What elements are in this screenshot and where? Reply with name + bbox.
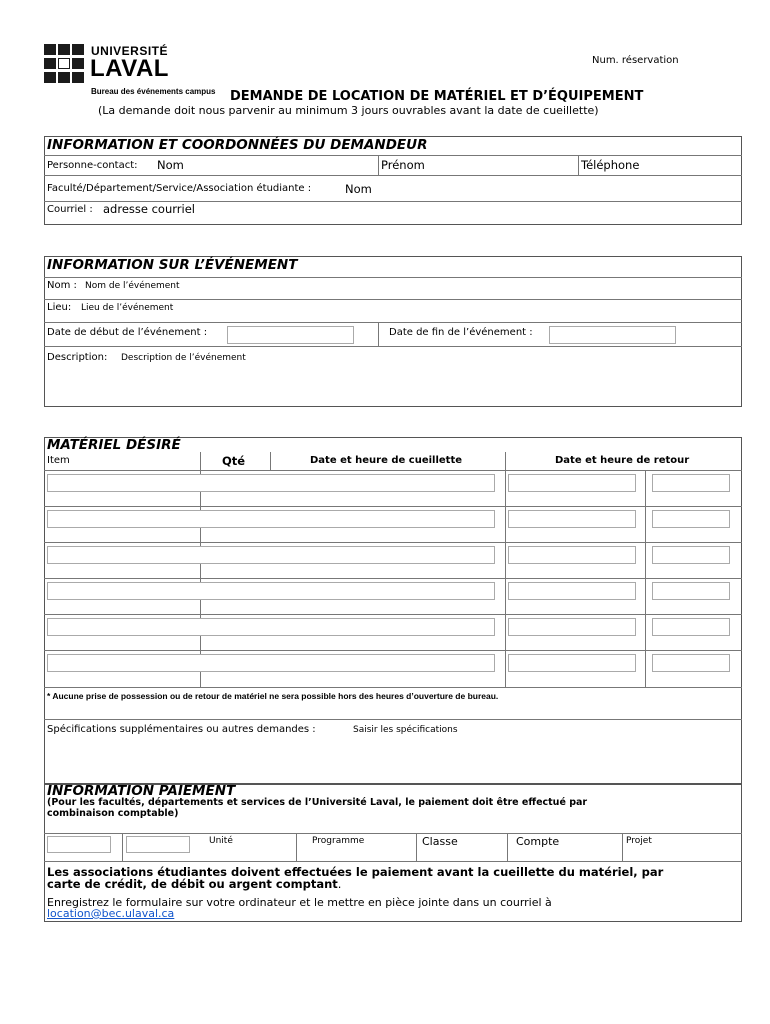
nom-field[interactable]: Nom (157, 158, 184, 172)
end-date-label: Date de fin de l’événement : (389, 327, 533, 338)
return-date-input[interactable] (508, 474, 636, 492)
col-item-header: Item (47, 455, 70, 466)
return-time-input[interactable] (652, 474, 730, 492)
logo-line1: UNIVERSITÉ (91, 44, 169, 58)
return-date-input[interactable] (508, 546, 636, 564)
return-time-input[interactable] (652, 582, 730, 600)
contact-label: Personne-contact: (47, 160, 138, 171)
col-pickup-header: Date et heure de cueillette (310, 455, 463, 466)
num-reservation-label: Num. réservation (592, 55, 679, 66)
telephone-field[interactable]: Téléphone (581, 158, 640, 172)
return-date-input[interactable] (508, 618, 636, 636)
col-classe-label: Classe (422, 835, 458, 848)
col-unite-label: Unité (209, 836, 233, 846)
page-subtitle: (La demande doit nous parvenir au minimum 3 jours ouvrables avant la date de cueillette) (98, 104, 599, 117)
event-section-title: INFORMATION SUR L’ÉVÉNEMENT (47, 257, 298, 273)
col-compte-label: Compte (516, 835, 560, 848)
material-section-title: MATÉRIEL DÉSIRÉ (47, 437, 181, 453)
start-date-label: Date de début de l’événement : (47, 327, 208, 338)
logo-line2: LAVAL (90, 55, 169, 82)
end-date-input[interactable] (549, 326, 676, 344)
return-time-input[interactable] (652, 510, 730, 528)
item-input[interactable] (47, 546, 495, 564)
assoc-line1: Les associations étudiantes doivent effectuées le paiement avant la cueillette du matériel, par (47, 865, 664, 879)
event-name-field[interactable]: Nom de l’événement (85, 281, 180, 291)
col-return-header: Date et heure de retour (555, 455, 690, 466)
material-note: * Aucune prise de possession ou de retour de matériel ne sera possible hors des heures d’ouverture de bureau. (47, 691, 499, 701)
event-place-label: Lieu: (47, 302, 72, 313)
logo-crest-icon (44, 44, 86, 84)
return-date-input[interactable] (508, 510, 636, 528)
unite-input[interactable] (47, 836, 111, 853)
event-name-label: Nom : (47, 280, 77, 291)
event-place-field[interactable]: Lieu de l’événement (81, 303, 174, 313)
item-input[interactable] (47, 618, 495, 636)
faculty-field[interactable]: Nom (345, 182, 372, 196)
page-title: DEMANDE DE LOCATION DE MATÉRIEL ET D’ÉQUIPEMENT (230, 89, 644, 104)
col-projet-label: Projet (626, 836, 652, 846)
save-instructions: Enregistrez le formulaire sur votre ordinateur et le mettre en pièce jointe dans un courriel à (47, 896, 552, 909)
assoc-line2: carte de crédit, de débit ou argent comptant (47, 877, 338, 891)
item-input[interactable] (47, 582, 495, 600)
payment-section-title: INFORMATION PAIEMENT (47, 783, 236, 799)
specs-field[interactable]: Saisir les spécifications (353, 725, 458, 735)
description-field[interactable]: Description de l’événement (121, 353, 246, 363)
return-time-input[interactable] (652, 546, 730, 564)
return-date-input[interactable] (508, 582, 636, 600)
universite-laval-logo (44, 42, 234, 98)
faculty-label: Faculté/Département/Service/Association étudiante : (47, 183, 312, 194)
email-link[interactable]: location@bec.ulaval.ca (47, 907, 175, 920)
unite-input-2[interactable] (126, 836, 190, 853)
description-label: Description: (47, 352, 108, 363)
return-time-input[interactable] (652, 654, 730, 672)
payment-note-line2: combinaison comptable) (47, 808, 179, 819)
col-programme-label: Programme (312, 836, 365, 846)
prenom-field[interactable]: Prénom (381, 158, 425, 172)
payment-note-line1: (Pour les facultés, départements et services de l’Université Laval, le paiement doit être effectué par (47, 797, 588, 808)
email-label: Courriel : (47, 204, 93, 215)
assoc-period: . (337, 877, 342, 891)
item-input[interactable] (47, 510, 495, 528)
item-input[interactable] (47, 474, 495, 492)
item-input[interactable] (47, 654, 495, 672)
email-field[interactable]: adresse courriel (103, 202, 195, 216)
col-qty-header: Qté (222, 454, 246, 468)
return-date-input[interactable] (508, 654, 636, 672)
start-date-input[interactable] (227, 326, 354, 344)
requester-section-title: INFORMATION ET COORDONNÉES DU DEMANDEUR (47, 137, 428, 153)
specs-label: Spécifications supplémentaires ou autres demandes : (47, 724, 316, 735)
assoc-line2-wrap (47, 877, 341, 891)
logo-subtitle: Bureau des événements campus (91, 87, 216, 96)
return-time-input[interactable] (652, 618, 730, 636)
